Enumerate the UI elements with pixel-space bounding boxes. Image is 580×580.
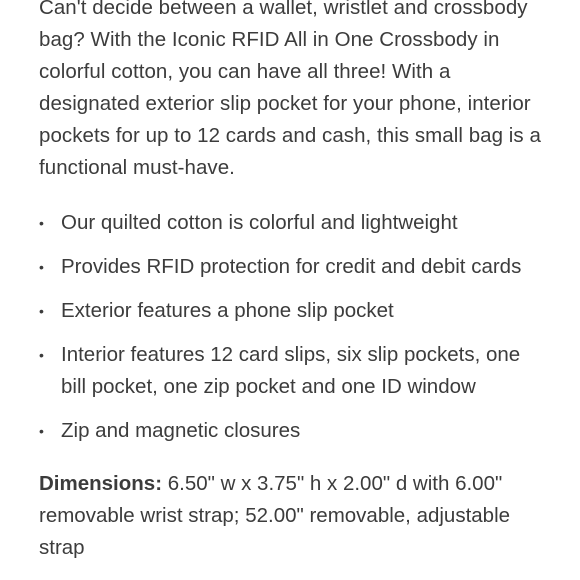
product-description — [39, 0, 549, 564]
bullet-icon: • — [39, 303, 44, 319]
bullet-icon: • — [39, 423, 44, 439]
feature-text: Our quilted cotton is colorful and lightweight — [61, 211, 458, 234]
dimensions-label: Dimensions: — [39, 472, 163, 495]
list-item — [39, 251, 549, 283]
list-item — [39, 295, 549, 327]
dimensions-value: 6.50" w x 3.75" h x 2.00" d with 6.00" removable wrist strap; 52.00" removable, adjustable strap — [39, 472, 511, 559]
feature-text: Provides RFID protection for credit and debit cards — [61, 255, 522, 278]
feature-text: Exterior features a phone slip pocket — [61, 299, 394, 322]
list-item — [39, 339, 549, 403]
dimensions-paragraph — [39, 468, 549, 564]
list-item — [39, 207, 549, 239]
intro-paragraph: Can't decide between a wallet, wristlet and crossbody bag? With the Iconic RFID All in One Crossbody in colorful cotton, you can have all three! With a designated exterior slip pocket for your phone, interior pockets for up to 12 cards and cash, this small bag is a functional must-have. — [39, 0, 541, 179]
bullet-icon: • — [39, 259, 44, 275]
bullet-icon: • — [39, 215, 44, 231]
list-item — [39, 415, 549, 447]
feature-list — [39, 207, 549, 447]
feature-text: Interior features 12 card slips, six slip pockets, one bill pocket, one zip pocket and one ID window — [61, 343, 521, 398]
feature-text: Zip and magnetic closures — [61, 419, 301, 442]
bullet-icon: • — [39, 347, 44, 363]
